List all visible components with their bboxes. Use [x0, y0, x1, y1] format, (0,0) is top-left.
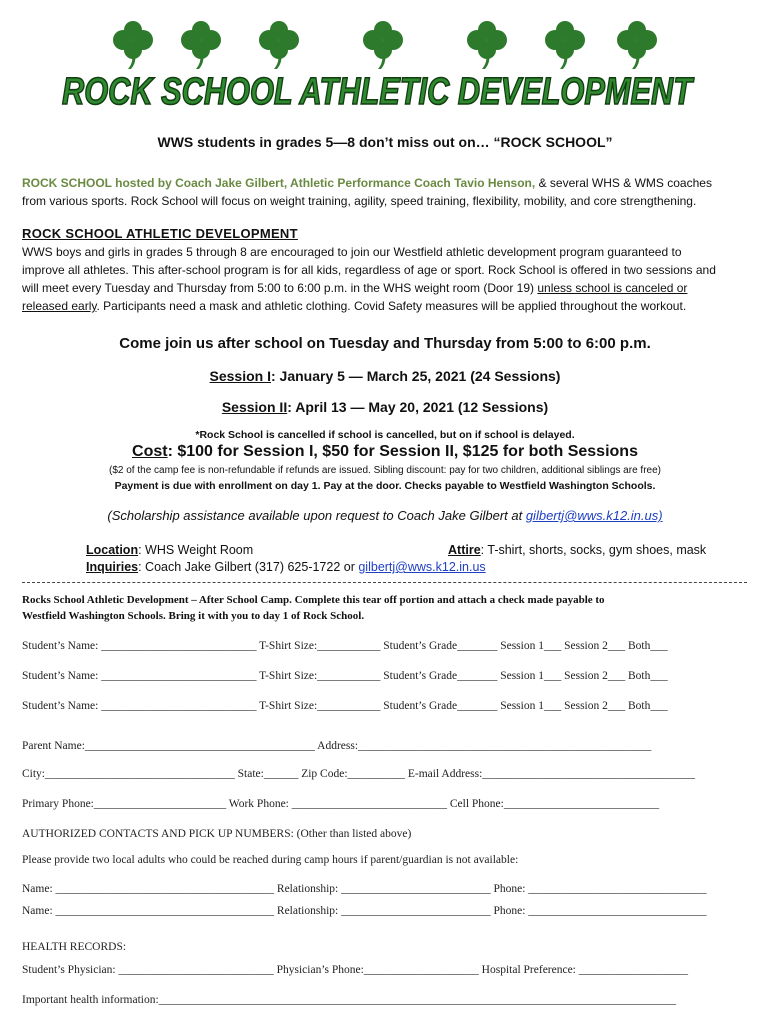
health-info-row[interactable]: Important health information:__________________________________________________________________________________________: [22, 994, 677, 1006]
scholarship-email-link[interactable]: gilbertj@wws.k12.in.us): [525, 508, 663, 523]
shamrock-icon: [254, 22, 304, 70]
intro-coaches: & several WHS & WMS coaches: [535, 176, 712, 190]
cancel-condition: released early: [22, 299, 97, 313]
student-row[interactable]: Student’s Name: ___________________________ T-Shirt Size:___________ Student’s Grade_______ Session 1___ Session 2___ Both___: [22, 640, 668, 652]
scholarship-text: (Scholarship assistance available upon request to Coach Jake Gilbert at: [107, 508, 526, 523]
health-records-heading: HEALTH RECORDS:: [22, 941, 127, 953]
intro-hosts: ROCK SCHOOL hosted by Coach Jake Gilbert, Athletic Performance Coach Tavio Henson,: [22, 176, 536, 190]
cost-text: : $100 for Session I, $50 for Session II, $125 for both Sessions: [167, 443, 638, 460]
session-2: [0, 399, 770, 415]
tear-off-divider: [22, 582, 747, 583]
cancel-note: *Rock School is cancelled if school is cancelled, but on if school is delayed.: [195, 429, 575, 441]
session-1: [0, 368, 770, 384]
session-1-label: Session I: [209, 368, 271, 384]
attire-line: [448, 543, 706, 557]
authorized-contacts-note: Please provide two local adults who could be reached during camp hours if parent/guardian is not available:: [22, 854, 519, 866]
section-paragraph: [22, 243, 757, 315]
student-row[interactable]: Student’s Name: ___________________________ T-Shirt Size:___________ Student’s Grade_______ Session 1___ Session 2___ Both___: [22, 670, 668, 682]
tear-off-line: Westfield Washington Schools. Bring it with you to day 1 of Rock School.: [22, 610, 365, 622]
phone-row[interactable]: Primary Phone:_______________________ Work Phone: ___________________________ Cell Phone:___________________________: [22, 798, 660, 810]
student-row[interactable]: Student’s Name: ___________________________ T-Shirt Size:___________ Student’s Grade_______ Session 1___ Session 2___ Both___: [22, 700, 668, 712]
inquiries-label: Inquiries: [86, 560, 139, 574]
location-label: Location: [86, 543, 139, 557]
authorized-contacts-heading: AUTHORIZED CONTACTS AND PICK UP NUMBERS: (Other than listed above): [22, 828, 412, 840]
attire-label: Attire: [448, 543, 481, 557]
scholarship-note: [0, 508, 770, 523]
cancel-condition: unless school is canceled or: [537, 281, 688, 295]
contact-row[interactable]: Name: ______________________________________ Relationship: __________________________ Phone: _______________________________: [22, 905, 707, 917]
location-value: : WHS Weight Room: [138, 543, 254, 557]
banner-title: [52, 64, 702, 114]
intro-paragraph: [22, 174, 752, 210]
shamrock-icon: [108, 22, 158, 70]
shamrock-row: [100, 22, 670, 70]
attire-value: : T-shirt, shorts, socks, gym shoes, mask: [480, 543, 707, 557]
city-email-row[interactable]: City:_________________________________ State:______ Zip Code:__________ E-mail Address:_____________________________________: [22, 768, 696, 780]
inquiries-email-link[interactable]: gilbertj@wws.k12.in.us: [358, 560, 486, 574]
inquiries-value: : Coach Jake Gilbert (317) 625-1722 or: [138, 560, 359, 574]
session-1-dates: : January 5 — March 25, 2021 (24 Sessions): [270, 368, 561, 384]
shamrock-icon: [462, 22, 512, 70]
inquiries-line: [86, 560, 486, 574]
section-heading: ROCK SCHOOL ATHLETIC DEVELOPMENT: [22, 226, 298, 241]
section-line: . Participants need a mask and athletic clothing. Covid Safety measures will be applied throughout the workout.: [96, 299, 687, 313]
cost-label: Cost: [132, 443, 168, 460]
session-2-label: Session II: [221, 399, 288, 415]
intro-focus: from various sports. Rock School will focus on weight training, agility, speed training, flexibility, mobility, and core strengthening.: [22, 194, 697, 208]
cost-line: [0, 443, 770, 461]
tear-off-line: Rocks School Athletic Development – After School Camp. Complete this tear off portion and attach a check made payable to: [22, 594, 605, 606]
tear-off-instructions: [22, 592, 757, 624]
svg-text:ROCK SCHOOL ATHLETIC DEVELOPME: ROCK SCHOOL ATHLETIC DEVELOPMENT: [62, 71, 695, 113]
payment-note: Payment is due with enrollment on day 1. Pay at the door. Checks payable to Westfield Washington Schools.: [114, 480, 656, 492]
session-2-dates: : April 13 — May 20, 2021 (12 Sessions): [287, 399, 549, 415]
contact-row[interactable]: Name: ______________________________________ Relationship: __________________________ Phone: _______________________________: [22, 883, 707, 895]
page-subtitle: WWS students in grades 5—8 don’t miss out on… “ROCK SCHOOL”: [157, 134, 613, 150]
shamrock-icon: [358, 22, 408, 70]
shamrock-icon: [612, 22, 662, 70]
come-join-heading: Come join us after school on Tuesday and Thursday from 5:00 to 6:00 p.m.: [119, 335, 651, 352]
section-line: WWS boys and girls in grades 5 through 8 are encouraged to join our Westfield athletic development program guaranteed to: [22, 245, 682, 259]
location-line: [86, 543, 253, 557]
section-line: improve all athletes. This after-school program is for all kids, regardless of age or sport. Rock School is offered in two sessions and: [22, 263, 716, 277]
section-line: will meet every Tuesday and Thursday from 5:00 to 6:00 p.m. in the WHS weight room (Door 19): [22, 281, 538, 295]
parent-address-row[interactable]: Parent Name:________________________________________ Address:___________________________________________________: [22, 740, 652, 752]
shamrock-icon: [176, 22, 226, 70]
shamrock-icon: [540, 22, 590, 70]
physician-row[interactable]: Student’s Physician: ___________________________ Physician’s Phone:____________________ Hospital Preference: ___________________: [22, 964, 689, 976]
fee-note: ($2 of the camp fee is non-refundable if refunds are issued. Sibling discount: pay for two children, additional siblings are free): [109, 465, 661, 476]
